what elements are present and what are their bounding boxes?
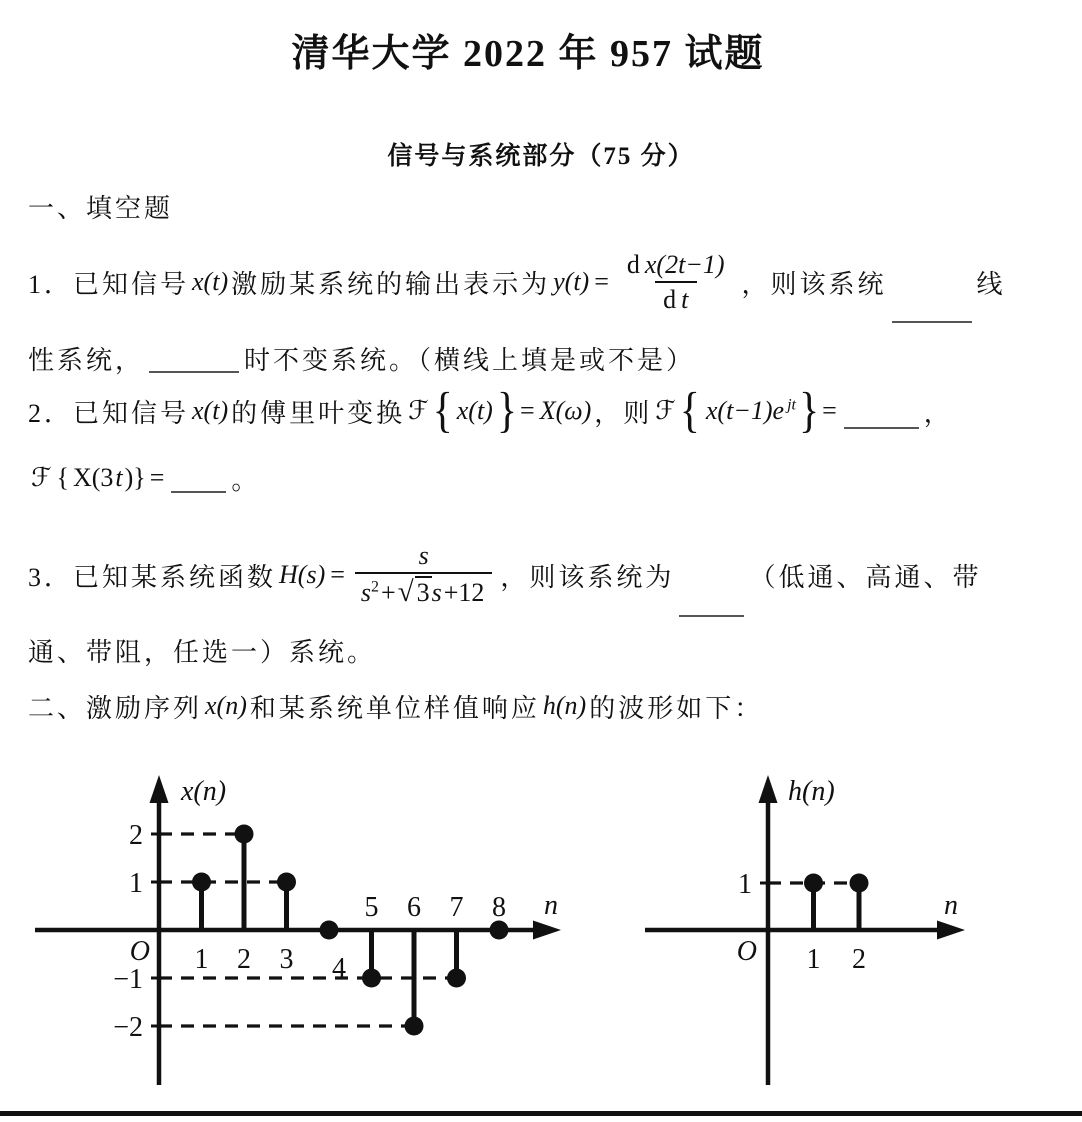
q2-brace-open-2: { (679, 383, 700, 439)
q2-signal-x-t: x(t) (192, 396, 229, 425)
q1-den-t: t (681, 285, 689, 314)
q2-l2-equals: = (149, 463, 165, 492)
q3-radicand-3: 3 (416, 578, 430, 608)
q1-blank-1 (892, 321, 972, 323)
x-tick-label: 8 (492, 892, 506, 923)
q3-equals: = (330, 560, 345, 589)
question-2-line-1 (28, 383, 953, 439)
q2-l2-period: 。 (231, 465, 261, 495)
page-bottom-border (0, 1111, 1082, 1116)
q1-num-expr: x(2t−1) (644, 249, 725, 279)
part2-header (28, 686, 763, 726)
q3-den-plus: + (381, 578, 396, 608)
stem-dot (490, 921, 509, 940)
q2-equals-1: = (520, 396, 535, 425)
q3-radical-sign: √ (397, 576, 414, 609)
q2-l2-X3: X(3 (72, 463, 114, 492)
origin-label: O (736, 936, 757, 967)
q1-output-y-t: y(t) (553, 267, 590, 296)
part2-text-pre: 二、激励序列 (28, 693, 203, 723)
y-tick-label: 1 (738, 869, 752, 900)
q2-l2-fourier-operator: ℱ (31, 463, 52, 493)
y-tick-label: −2 (113, 1012, 143, 1043)
q3-den-s: s (360, 578, 372, 608)
stem-dot (447, 969, 466, 988)
q2-exponent-jt: jt (787, 396, 796, 414)
part2-sequence-x-n: x(n) (205, 691, 247, 720)
q2-text-mid2: ，则 (594, 398, 653, 428)
x-axis-arrow (937, 921, 965, 940)
q2-blank-1 (844, 427, 919, 429)
stem-dot (192, 873, 211, 892)
q2-l2-brace-close: )} (124, 463, 146, 492)
q2-l2-brace-open: { (56, 463, 69, 492)
q2-inner-expr-2 (701, 396, 798, 426)
q1-den-d: d (663, 285, 677, 314)
question-1-line-1 (28, 236, 1006, 328)
stem-dot (320, 921, 339, 940)
y-axis-arrow (150, 775, 169, 803)
q2-spectrum-X-omega: X(ω) (539, 396, 592, 425)
stem-dot (850, 874, 869, 893)
q1-text-mid: 激励某系统的输出表示为 (231, 269, 551, 299)
section-subtitle: 信号与系统部分（75 分） (387, 143, 695, 170)
q1-text-after: ，则该系统 (741, 269, 887, 299)
q2-blank-2 (171, 491, 226, 493)
part2-response-h-n: h(n) (542, 691, 587, 720)
q1-text-tail: 线 (976, 269, 1006, 299)
q2-inner-x-shift: x(t−1)e (705, 396, 785, 425)
q3-den-exponent: 2 (371, 578, 380, 596)
page-title: 清华大学 2022 年 957 试题 (291, 33, 765, 75)
q2-fourier-operator-1: ℱ (408, 396, 429, 426)
q3-den-s-2: s (431, 578, 442, 608)
part2-text-tail: 的波形如下： (589, 693, 764, 723)
q3-l2-text: 通、带阻，任选一）系统。 (28, 637, 377, 667)
stem-dot (405, 1017, 424, 1036)
y-tick-label: −1 (113, 964, 143, 995)
part1-header (28, 188, 173, 225)
q2-equals-2: = (822, 396, 837, 425)
part1-header-text: 一、填空题 (28, 194, 174, 223)
stem-dot (362, 969, 381, 988)
q1-fraction-numerator (619, 249, 734, 281)
q2-l2-t: t (115, 463, 123, 492)
q2-inner-x-t: x(t) (456, 396, 493, 425)
q1-blank-2 (149, 371, 239, 373)
q3-den-tail: +12 (443, 578, 485, 608)
question-1-line-2 (28, 338, 695, 378)
y-axis-label: h(n) (788, 776, 835, 807)
q1-fraction (619, 249, 734, 315)
q2-fourier-operator-2: ℱ (655, 396, 676, 426)
waveform-figures (0, 738, 1082, 1122)
y-tick-label: 2 (129, 820, 143, 851)
question-3-line-1 (28, 528, 981, 622)
q2-brace-close-1: } (496, 383, 518, 439)
q2-brace-open-1: { (432, 383, 453, 439)
q3-text-after: ，则该系统为 (500, 562, 675, 592)
stem-plot-xn (35, 775, 561, 1085)
origin-label: O (129, 936, 150, 967)
x-tick-label: 1 (194, 944, 209, 975)
q1-text-pre: 1．已知信号 (28, 269, 190, 299)
q1-equals: = (594, 267, 609, 296)
x-tick-label: 2 (237, 944, 251, 975)
q3-fraction-numerator: s (418, 541, 429, 570)
q1-num-d: d (626, 249, 640, 279)
stem-plot-hn (645, 775, 965, 1085)
x-tick-label: 7 (449, 892, 464, 923)
stem-dot (277, 873, 296, 892)
q2-comma: ， (923, 398, 953, 428)
q1-l2-text-b: 时不变系统。（横线上填是或不是） (244, 345, 696, 375)
q2-text-pre: 2．已知信号 (28, 398, 190, 428)
q1-fraction-denominator (655, 281, 697, 315)
stem-dot (235, 825, 254, 844)
q2-brace-close-2: } (798, 383, 820, 439)
q3-fraction (355, 540, 493, 610)
q1-l2-text-a: 性系统， (28, 345, 145, 375)
q3-system-function-H-s: H(s) (279, 560, 326, 589)
q1-signal-x-t: x(t) (192, 267, 229, 296)
q3-fraction-denominator (355, 572, 493, 610)
q3-blank (679, 615, 744, 617)
x-tick-label: 1 (806, 944, 821, 975)
x-axis-label: n (544, 890, 558, 921)
stem-dot (804, 874, 823, 893)
x-axis-label: n (944, 890, 958, 921)
part2-text-mid: 和某系统单位样值响应 (249, 693, 540, 723)
q2-text-mid1: 的傅里叶变换 (231, 398, 406, 428)
y-axis-arrow (759, 775, 778, 803)
x-tick-label: 6 (407, 892, 421, 923)
x-axis-arrow (533, 921, 561, 940)
x-tick-label: 4 (332, 953, 346, 984)
q3-text-tail: （低通、高通、带 (749, 562, 982, 592)
q3-text-pre: 3．已知某系统函数 (28, 562, 277, 592)
y-axis-label: x(n) (181, 776, 227, 807)
x-tick-label: 2 (852, 944, 866, 975)
y-tick-label: 1 (129, 868, 143, 899)
x-tick-label: 3 (279, 944, 294, 975)
question-2-line-2 (28, 458, 260, 498)
x-tick-label: 5 (364, 892, 379, 923)
question-3-line-2 (28, 630, 376, 670)
